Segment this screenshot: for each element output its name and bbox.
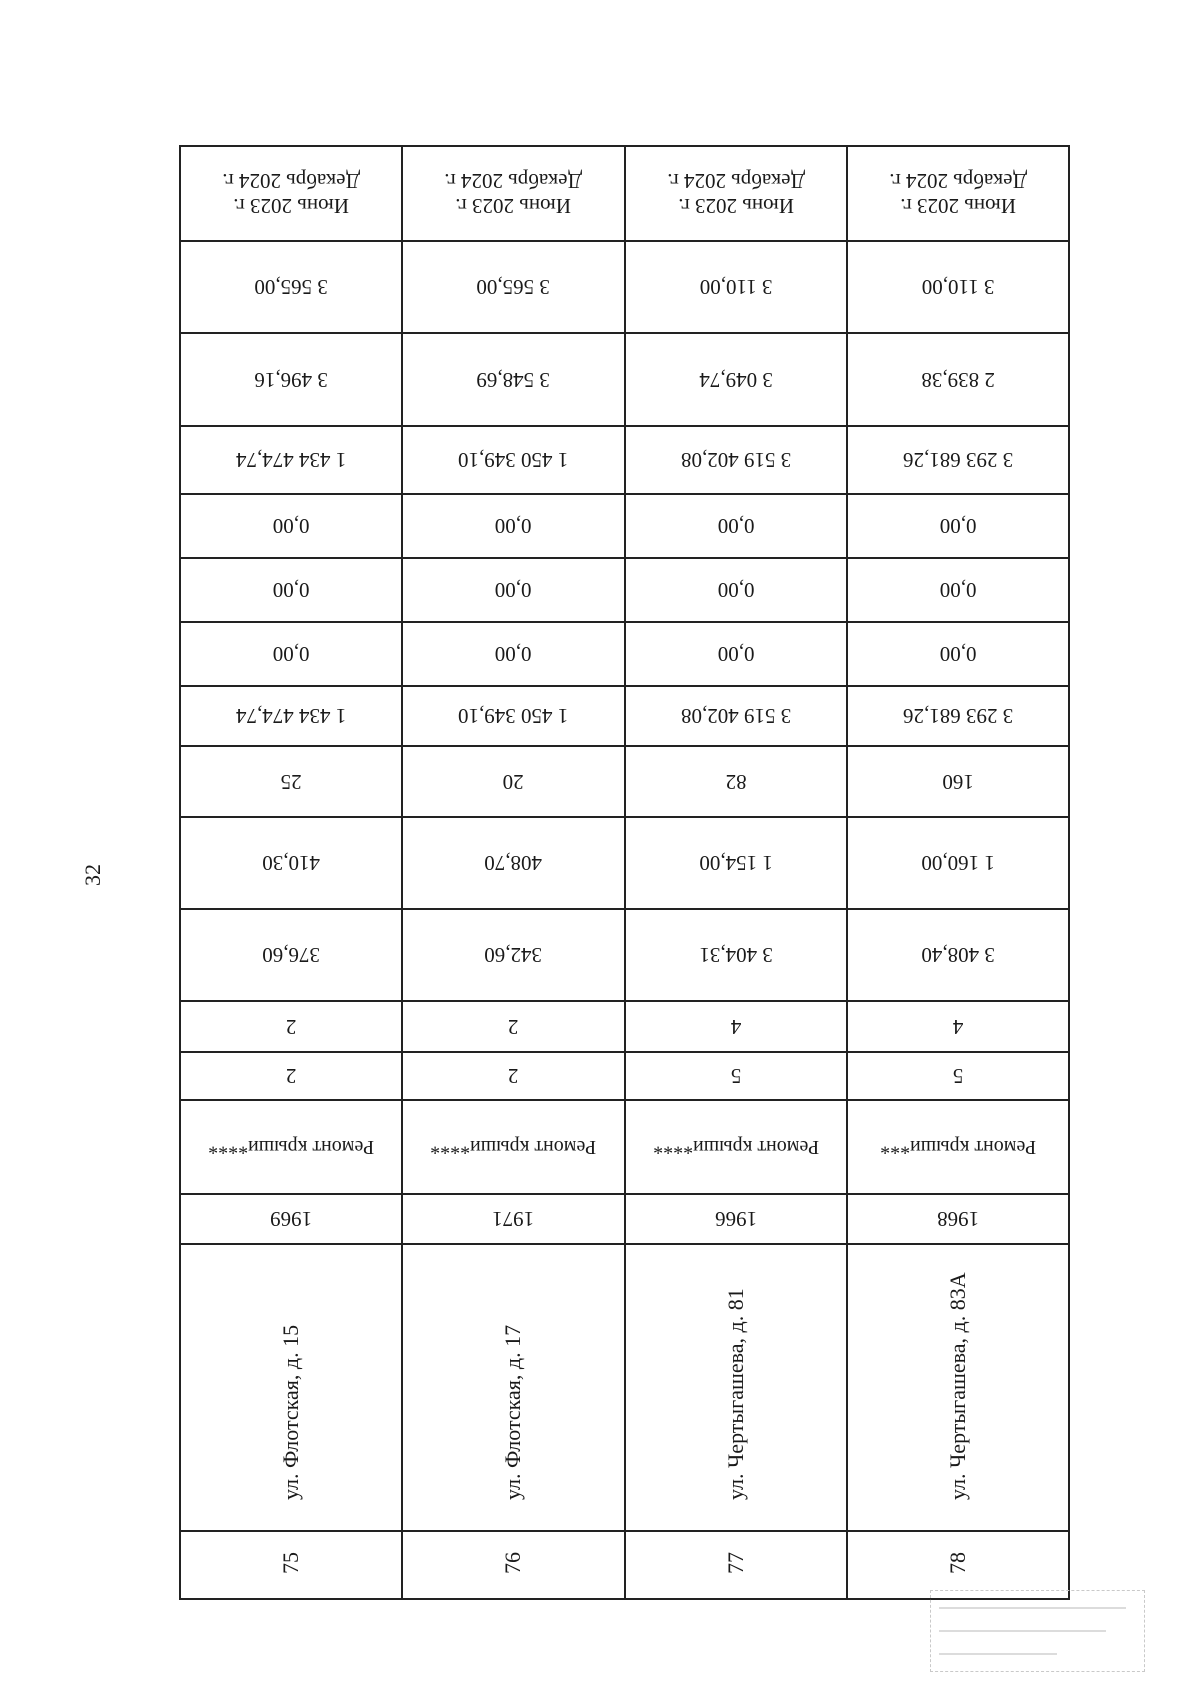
fund-cost-value: 1 434 474,74 — [236, 704, 347, 729]
living-area-value: 1 160,00 — [921, 851, 995, 876]
row-number-cell — [181, 1532, 401, 1594]
fund-cost-value: 3 293 681,26 — [902, 704, 1013, 729]
zero-value: 0,00 — [495, 514, 532, 539]
work-type-value: Ремонт крыши**** — [652, 1136, 819, 1159]
floors-cell — [848, 1053, 1068, 1101]
fund-cost-cell — [181, 687, 401, 747]
table-row — [403, 147, 625, 1598]
price-limit-cell — [181, 242, 401, 334]
address-value: ул. Флотская, д. 15 — [278, 1324, 304, 1500]
fund-cost-value: 3 519 402,08 — [680, 704, 791, 729]
table-wrapper — [179, 145, 1070, 1600]
zero-cell — [403, 495, 623, 559]
row-number-value: 75 — [278, 1552, 304, 1574]
residents-count-cell — [626, 747, 846, 818]
fund-cost-cell — [626, 687, 846, 747]
zero-cell — [848, 559, 1068, 623]
entrances-value: 4 — [730, 1015, 741, 1039]
price-per-unit-cell — [403, 334, 623, 427]
zero-value: 0,00 — [272, 514, 310, 539]
total-area-cell — [181, 910, 401, 1002]
dates-cell — [181, 147, 401, 242]
zero-cell — [848, 495, 1068, 559]
price-limit-value: 3 110,00 — [699, 275, 772, 300]
address-cell — [848, 1245, 1068, 1532]
price-per-unit-value: 3 496,16 — [254, 368, 328, 392]
work-type-cell — [181, 1101, 401, 1195]
row-number-cell — [848, 1532, 1068, 1594]
residents-count-cell — [181, 747, 401, 818]
residents-count-value: 25 — [280, 770, 302, 794]
total-cost-value: 1 450 349,10 — [458, 448, 569, 473]
dates-cell — [626, 147, 846, 242]
residents-count-value: 160 — [942, 770, 974, 794]
living-area-value: 410,30 — [262, 851, 320, 876]
total-cost-cell — [403, 427, 623, 495]
stamp-line — [939, 1607, 1126, 1609]
price-per-unit-value: 3 548,69 — [476, 368, 551, 392]
living-area-cell — [403, 818, 623, 910]
living-area-cell — [626, 818, 846, 910]
total-area-cell — [848, 910, 1068, 1002]
year-value: 1969 — [270, 1207, 313, 1232]
date-start: Июнь 2023 г. — [900, 193, 1016, 218]
stamp-line — [939, 1630, 1106, 1632]
date-end: Декабрь 2024 г. — [444, 169, 583, 194]
entrances-value: 2 — [285, 1015, 297, 1039]
table-row — [848, 147, 1068, 1598]
living-area-value: 408,70 — [484, 851, 543, 876]
date-end: Декабрь 2024 г. — [888, 169, 1027, 194]
address-value: ул. Чертыгашева, д. 83А — [944, 1272, 970, 1500]
zero-value: 0,00 — [495, 642, 532, 667]
zero-value: 0,00 — [717, 642, 754, 667]
year-cell — [181, 1195, 401, 1245]
year-value: 1966 — [714, 1207, 757, 1232]
entrances-value: 2 — [508, 1015, 519, 1039]
address-cell — [181, 1245, 401, 1532]
zero-value: 0,00 — [272, 578, 310, 603]
year-value: 1971 — [492, 1207, 535, 1232]
floors-value: 2 — [508, 1064, 519, 1089]
living-area-cell — [181, 818, 401, 910]
total-cost-cell — [848, 427, 1068, 495]
price-limit-cell — [626, 242, 846, 334]
table-row — [626, 147, 848, 1598]
address-cell — [626, 1245, 846, 1532]
date-start: Июнь 2023 г. — [233, 193, 349, 218]
work-type-value: Ремонт крыши*** — [879, 1136, 1036, 1159]
date-end: Декабрь 2024 г. — [222, 169, 361, 194]
price-limit-value: 3 565,00 — [254, 275, 328, 300]
repair-schedule-table — [179, 145, 1070, 1600]
row-number-value: 78 — [944, 1552, 970, 1574]
date-start: Июнь 2023 г. — [455, 193, 572, 218]
total-cost-value: 3 293 681,26 — [902, 448, 1013, 473]
work-type-cell — [848, 1101, 1068, 1195]
living-area-cell — [848, 818, 1068, 910]
total-area-value: 3 408,40 — [921, 943, 995, 968]
total-area-value: 376,60 — [262, 943, 320, 968]
zero-value: 0,00 — [939, 578, 977, 603]
residents-count-cell — [403, 747, 623, 818]
zero-value: 0,00 — [717, 514, 754, 539]
zero-value: 0,00 — [717, 578, 754, 603]
price-per-unit-cell — [848, 334, 1068, 427]
year-value: 1968 — [936, 1207, 979, 1232]
zero-cell — [626, 623, 846, 687]
date-end: Декабрь 2024 г. — [666, 169, 805, 194]
price-limit-cell — [403, 242, 623, 334]
price-limit-value: 3 565,00 — [476, 275, 551, 300]
row-number-value: 76 — [500, 1552, 526, 1574]
total-area-value: 3 404,31 — [698, 943, 773, 968]
year-cell — [848, 1195, 1068, 1245]
zero-value: 0,00 — [272, 642, 310, 667]
floors-cell — [403, 1053, 623, 1101]
floors-cell — [181, 1053, 401, 1101]
entrances-cell — [848, 1002, 1068, 1053]
residents-count-cell — [848, 747, 1068, 818]
total-area-cell — [403, 910, 623, 1002]
total-cost-cell — [181, 427, 401, 495]
price-per-unit-value: 3 049,74 — [698, 368, 773, 392]
total-cost-value: 3 519 402,08 — [680, 448, 791, 473]
year-cell — [403, 1195, 623, 1245]
zero-value: 0,00 — [495, 578, 532, 603]
floors-cell — [626, 1053, 846, 1101]
table-row — [181, 147, 403, 1598]
row-number-value: 77 — [722, 1552, 748, 1574]
zero-cell — [403, 623, 623, 687]
total-area-value: 342,60 — [484, 943, 543, 968]
zero-cell — [181, 559, 401, 623]
total-cost-cell — [626, 427, 846, 495]
price-per-unit-value: 2 839,38 — [921, 368, 995, 392]
floors-value: 5 — [730, 1064, 741, 1089]
zero-cell — [626, 495, 846, 559]
work-type-cell — [403, 1101, 623, 1195]
page-number: 32 — [80, 864, 105, 886]
zero-cell — [626, 559, 846, 623]
row-number-cell — [403, 1532, 623, 1594]
zero-cell — [848, 623, 1068, 687]
work-type-cell — [626, 1101, 846, 1195]
entrances-cell — [626, 1002, 846, 1053]
price-limit-value: 3 110,00 — [921, 275, 995, 300]
work-type-value: Ремонт крыши**** — [208, 1136, 375, 1159]
address-value: ул. Флотская, д. 17 — [500, 1324, 526, 1500]
work-type-value: Ремонт крыши**** — [430, 1136, 597, 1159]
dates-cell — [848, 147, 1068, 242]
address-value: ул. Чертыгашева, д. 81 — [722, 1288, 748, 1500]
entrances-value: 4 — [952, 1015, 964, 1039]
total-cost-value: 1 434 474,74 — [236, 448, 347, 473]
residents-count-value: 20 — [502, 770, 524, 794]
address-cell — [403, 1245, 623, 1532]
price-limit-cell — [848, 242, 1068, 334]
floors-value: 5 — [952, 1064, 964, 1089]
fund-cost-value: 1 450 349,10 — [458, 704, 569, 729]
dates-cell — [403, 147, 623, 242]
price-per-unit-cell — [626, 334, 846, 427]
living-area-value: 1 154,00 — [698, 851, 773, 876]
total-area-cell — [626, 910, 846, 1002]
price-per-unit-cell — [181, 334, 401, 427]
zero-value: 0,00 — [939, 514, 977, 539]
year-cell — [626, 1195, 846, 1245]
floors-value: 2 — [285, 1064, 297, 1089]
stamp-line — [939, 1653, 1057, 1655]
residents-count-value: 82 — [725, 770, 747, 794]
entrances-cell — [403, 1002, 623, 1053]
zero-cell — [181, 623, 401, 687]
zero-cell — [181, 495, 401, 559]
date-start: Июнь 2023 г. — [677, 193, 794, 218]
zero-cell — [403, 559, 623, 623]
faint-stamp — [930, 1590, 1145, 1672]
zero-value: 0,00 — [939, 642, 977, 667]
fund-cost-cell — [848, 687, 1068, 747]
row-number-cell — [626, 1532, 846, 1594]
entrances-cell — [181, 1002, 401, 1053]
fund-cost-cell — [403, 687, 623, 747]
